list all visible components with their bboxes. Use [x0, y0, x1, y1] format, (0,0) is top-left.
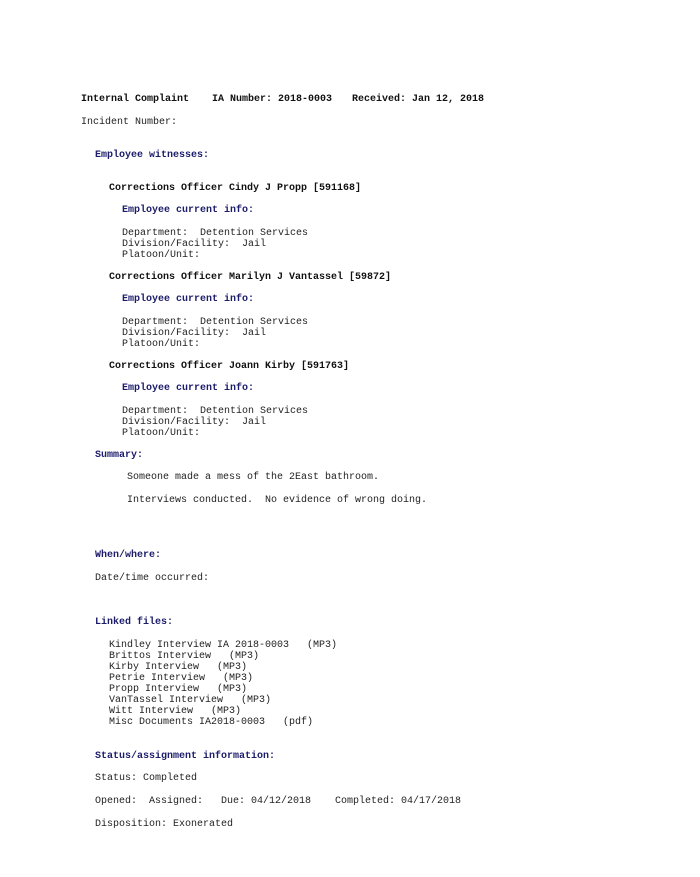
witness-platoon: Platoon/Unit:	[122, 428, 201, 439]
linked-file-item[interactable]: VanTassel Interview (MP3)	[109, 695, 272, 706]
witness-department: Department: Detention Services	[122, 228, 309, 239]
status-heading: Status/assignment information:	[95, 751, 276, 762]
document-title: Internal Complaint	[81, 94, 190, 105]
linked-file-item[interactable]: Witt Interview (MP3)	[109, 706, 242, 717]
ia-number: IA Number: 2018-0003	[212, 94, 333, 105]
linked-files-heading: Linked files:	[95, 617, 174, 628]
witness-division: Division/Facility: Jail	[122, 239, 267, 250]
date-time-occurred: Date/time occurred:	[95, 573, 210, 584]
when-where-heading: When/where:	[95, 550, 162, 561]
disposition-line: Disposition: Exonerated	[95, 819, 234, 830]
linked-file-item[interactable]: Misc Documents IA2018-0003 (pdf)	[109, 717, 314, 728]
linked-file-item[interactable]: Kindley Interview IA 2018-0003 (MP3)	[109, 640, 338, 651]
employee-info-heading: Employee current info:	[122, 294, 255, 305]
linked-file-item[interactable]: Propp Interview (MP3)	[109, 684, 248, 695]
incident-number: Incident Number:	[81, 117, 178, 128]
received-date: Received: Jan 12, 2018	[352, 94, 485, 105]
witness-department: Department: Detention Services	[122, 317, 309, 328]
witness-division: Division/Facility: Jail	[122, 417, 267, 428]
employee-info-heading: Employee current info:	[122, 205, 255, 216]
witness-platoon: Platoon/Unit:	[122, 339, 201, 350]
linked-file-item[interactable]: Petrie Interview (MP3)	[109, 673, 254, 684]
summary-line: Interviews conducted. No evidence of wrong doing.	[127, 495, 428, 506]
status-line: Status: Completed	[95, 773, 198, 784]
dates-line: Opened: Assigned: Due: 04/12/2018 Completed: 04/17/2018	[95, 796, 462, 807]
linked-file-item[interactable]: Brittos Interview (MP3)	[109, 651, 260, 662]
witness-name: Corrections Officer Marilyn J Vantassel [59872]	[109, 272, 392, 283]
summary-heading: Summary:	[95, 450, 144, 461]
employee-info-heading: Employee current info:	[122, 383, 255, 394]
linked-file-item[interactable]: Kirby Interview (MP3)	[109, 662, 248, 673]
witness-platoon: Platoon/Unit:	[122, 250, 201, 261]
witness-department: Department: Detention Services	[122, 406, 309, 417]
witness-name: Corrections Officer Cindy J Propp [591168]	[109, 183, 362, 194]
summary-line: Someone made a mess of the 2East bathroom.	[127, 472, 380, 483]
witnesses-heading: Employee witnesses:	[95, 150, 210, 161]
witness-division: Division/Facility: Jail	[122, 328, 267, 339]
witness-name: Corrections Officer Joann Kirby [591763]	[109, 361, 350, 372]
